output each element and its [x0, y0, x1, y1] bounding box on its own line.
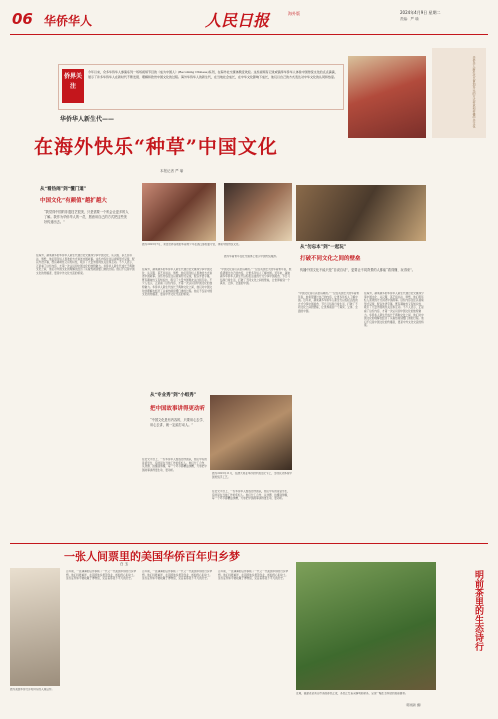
sec3-headline: 打破不同文化之间的壁垒 — [300, 256, 361, 262]
article-title: 在海外快乐“种草”中国文化 — [34, 136, 278, 158]
caption-2: 图为华裔青年在社交媒体上展示中国传统服饰。 — [224, 255, 279, 258]
tea-photo-title: 明前茶里的生态诗行 — [473, 570, 483, 651]
middle-body-b: “中国文化是可以很有趣的。”一位在英国长大的华裔青年说，他希望通过自己的内容，让更多年轻人了解中国。近年来，越来越多华侨华人新生代以轻松活泼的方式分享中国美食、节日习俗和日常生活，打破了不同文化之间的壁垒，让世界看到一个真实、立体、全面的中国。 — [220, 268, 292, 286]
caption-3: 图为2023年11月，在澳大利亚举办的中国文化节上，当地民众体验中国传统手工艺。 — [212, 472, 292, 479]
bottom-body-b: 百年前，一张薄薄的证件承载了一代又一代美国华侨的归乡梦想。他们远渡重洋，在异国他乡艰苦创业，却始终心系故土。这些证件如今被收藏于博物馆，见证着那段不平凡的历史。 — [142, 570, 213, 581]
banner-text: 今年以来，众多华侨华人参演系列一场场视频节目的《成为中国人》(Becoming Chinese)系列，在海外社交媒体颇受欢迎。这些视频有记录或演绎华侨华人体验中国传统文化的点点滴滴，展示了许多华侨华人在新时代不断发现、理解和欣赏中国文化的过程。海外华侨华人的新生代，在当地社会成长，在中华文化影响下成长，他们以自己的方式表达对中华文化的认同和热爱。 — [88, 70, 338, 79]
sec1-body: 在海外，越来越多的华侨华人新生代通过社交媒体分享中国文化，从汉服、茶艺到书法、剪纸，他们用年轻人喜欢的方式讲述中国故事。这些内容往往以视频形式呈现，配以外语字幕，既有趣味性又有知识性，吸引了大量外国网友关注和互动。不少人表示，正是看了这些内容，才第一次认识到中国文化的独特魅力。华侨华人新生代成长于两种文化之间，他们对中国文化的理解也经历了从看热闹到懂门道的过程。他们不仅是中国文化的传播者，更是中外文化交流的桥梁。 — [36, 254, 135, 275]
sec3-label: 从“勿忘本”到“一起玩” — [300, 245, 347, 250]
tea-caption: 近期，福建省武夷山市茶园春色正浓，茶农正忙着采摘明前新茶，呈现一幅生态和谐的美丽画卷。 — [296, 692, 408, 695]
article-byline: 本报记者 严 瑜 — [160, 169, 184, 173]
caption-1: 图为2023年7月，来自世界各地的华裔青少年在浙江参加夏令营，体验中国传统文化。 — [142, 243, 242, 246]
photo-uk-youth — [296, 185, 426, 241]
banner-label: 侨界关注 — [62, 69, 84, 103]
sidebar-decor — [432, 48, 486, 138]
sec1-label: 从“看热闹”到“懂门道” — [40, 187, 87, 192]
sec2-quote: “中国文化是有内容的，只要用心去学、用心去讲，就一定能打动人。” — [150, 418, 206, 427]
article-kicker: 华侨华人新生代—— — [60, 116, 115, 123]
photo-summer-camp — [142, 183, 216, 241]
middle-body-a: 在海外，越来越多的华侨华人新生代通过社交媒体分享中国文化，从汉服、茶艺到书法、剪纸，他们用年轻人喜欢的方式讲述中国故事。这些内容往往以视频形式呈现，配以外语字幕，既有趣味性又有知识性，吸引了大量外国网友关注和互动。不少人表示，正是看了这些内容，才第一次认识到中国文化的独特魅力。华侨华人新生代成长于两种文化之间，他们对中国文化的理解也经历了从看热闹到懂门道的过程。他们不仅是中国文化的传播者，更是中外文化交流的桥梁。 — [142, 268, 213, 297]
bottom-author: 白 玉 — [120, 562, 129, 566]
bottom-body-a: 百年前，一张薄薄的证件承载了一代又一代美国华侨的归乡梦想。他们远渡重洋，在异国他乡艰苦创业，却始终心系故土。这些证件如今被收藏于博物馆，见证着那段不平凡的历史。 — [66, 570, 137, 581]
sec2-body: 在社交平台上，一些华侨华人组成创作团队，他们中有的是留学生，有的是在当地工作的年轻人。他们分工合作，从选题、拍摄到剪辑，每一个环节都精益求精，力求把中国故事讲得更生动、更动听。 — [142, 458, 207, 472]
newspaper-sub: 海外版 — [288, 11, 300, 16]
section-title: 华侨华人 — [44, 14, 93, 28]
editor-line: 责编：严 瑜 — [400, 17, 419, 21]
page-number: 06 — [12, 10, 33, 28]
photo-hanfu-youth — [224, 183, 292, 241]
issue-date: 2024年4月9日 星期二 — [400, 10, 441, 15]
bottom-article-title: 一张人间票里的美国华侨百年归乡梦 — [64, 550, 240, 563]
section-divider — [10, 543, 488, 544]
bottom-body-c: 百年前，一张薄薄的证件承载了一代又一代美国华侨的归乡梦想。他们远渡重洋，在异国他乡艰苦创业，却始终心系故土。这些证件如今被收藏于博物馆，见证着那段不平凡的历史。 — [218, 570, 289, 581]
sec3-quote: 传播中国文化不能只是“自说自话”，更要让不同背景的人都能“看得懂、玩得来”。 — [300, 268, 415, 272]
hanfu-photo — [348, 56, 426, 138]
tea-credit: （陈炳新 摄） — [404, 703, 423, 707]
sec1-quote: “我觉得中国的非遗技艺很美，只是需要一个机会让更多的人了解。我作为华侨华人的一员，愿意用自己的方式把这些美好传递出去。” — [44, 210, 129, 224]
sec2-headline: 把中国故事讲得更动听 — [150, 406, 206, 412]
entry-permit-photo — [10, 568, 60, 686]
sec1-headline: 中国文化“有颜值”越扩越大 — [40, 198, 107, 204]
sec3-body-b: 在海外，越来越多的华侨华人新生代通过社交媒体分享中国文化，从汉服、茶艺到书法、剪纸，他们用年轻人喜欢的方式讲述中国故事。这些内容往往以视频形式呈现，配以外语字幕，既有趣味性又有知识性，吸引了大量外国网友关注和互动。不少人表示，正是看了这些内容，才第一次认识到中国文化的独特魅力。华侨华人新生代成长于两种文化之间，他们对中国文化的理解也经历了从看热闹到懂门道的过程。他们不仅是中国文化的传播者，更是中外文化交流的桥梁。 — [364, 292, 424, 328]
photo-culture-festival — [210, 395, 292, 470]
newspaper-logo: 人民日报 — [205, 11, 270, 30]
sec2-label: 从“专业秀”到“小组秀” — [150, 393, 197, 398]
tea-garden-photo — [296, 562, 436, 690]
sec2-body-b: 在社交平台上，一些华侨华人组成创作团队，他们中有的是留学生，有的是在当地工作的年轻人。他们分工合作，从选题、拍摄到剪辑，每一个环节都精益求精，力求把中国故事讲得更生动、更动听。 — [212, 490, 290, 501]
sec3-body: “中国文化是可以很有趣的。”一位在英国长大的华裔青年说，他希望通过自己的内容，让更多年轻人了解中国。近年来，越来越多华侨华人新生代以轻松活泼的方式分享中国美食、节日习俗和日常生活，打破了不同文化之间的壁垒，让世界看到一个真实、立体、全面的中国。 — [298, 292, 360, 313]
sidebar-text: 华侨华人新生代以更加多元的方式传承和传播中华文化 — [472, 56, 476, 128]
bottom-photo-caption: 图为美国华侨归乡时持有的入境证件。 — [10, 688, 55, 691]
